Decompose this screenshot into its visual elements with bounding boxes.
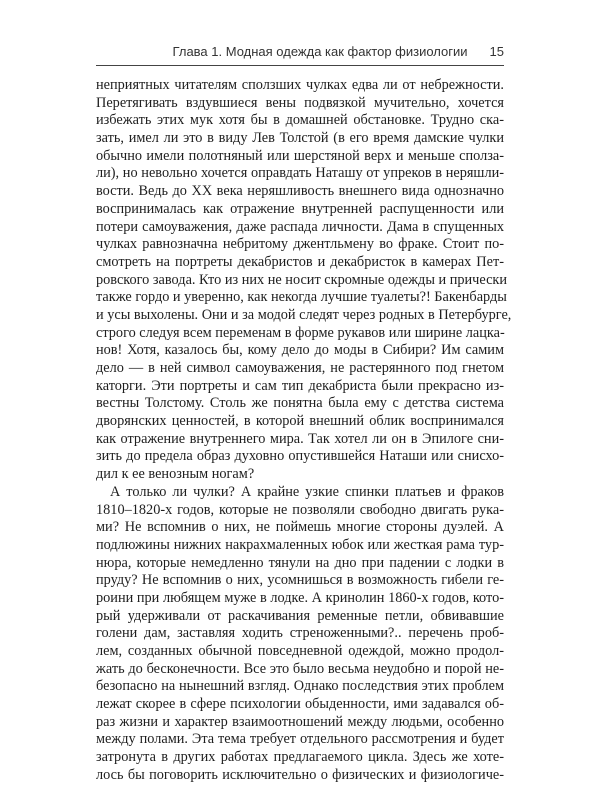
text-line: жать до бесконечности. Все это было весьма неудобно и порой не-: [96, 660, 504, 677]
text-line: А только ли чулки? А крайне узкие спинки платьев и фраков: [110, 483, 504, 500]
text-line: вости. Ведь до XX века неряшливость внешнего вида однозначно: [96, 183, 504, 200]
text-line: смотреть на портреты декабристов и декабристок в камерах Пет-: [96, 253, 504, 270]
text-line: и усы выхолены. Они и за модой следят через родных в Петербурге,: [96, 306, 512, 323]
text-line: ли), но невольно хочется оправдать Наташу от упреков в неряшли-: [96, 165, 504, 182]
text-line: Перетягивать вздувшиеся вены подвязкой мучительно, хочется: [96, 94, 504, 111]
text-line: ми? Не вспомнив о них, не поймешь многие стороны дуэлей. А: [96, 519, 504, 536]
running-header: [96, 44, 504, 64]
text-line: зать, имел ли это в виду Лев Толстой (в его время дамские чулки: [96, 130, 504, 147]
text-line: строго следуя всем переменам в форме рукавов или ширине лацка-: [96, 324, 505, 341]
text-line: избежать этих мук хотя бы в домашней обстановке. Трудно ска-: [96, 112, 504, 129]
text-line: как отражение внутреннего мира. Так хотел ли он в Эпилоге сни-: [96, 430, 504, 447]
text-line: нов! Хотя, казалось бы, кому дело до моды в Сибири? Им самим: [96, 342, 504, 359]
body-text: [96, 77, 512, 785]
text-line: неприятных читателям сползших чулках едва ли от небрежности.: [96, 77, 504, 93]
text-line: нюра, которые немедленно тянули на дно при падении с лодки в: [96, 554, 504, 571]
chapter-title: Глава 1. Модная одежда как фактор физиологии: [172, 44, 468, 59]
text-line: дело — в ней символ самоуважения, не растерянного под гнетом: [96, 360, 504, 376]
text-line: обычно имели полотняный или шерстяной верх и меньше сполза-: [96, 147, 504, 164]
header-rule: [96, 65, 504, 66]
text-line: роини при любящем муже в лодке. А кринолин 1860-х годов, кото-: [96, 589, 504, 606]
text-line: лежат скорее в сфере психологии обыденности, ими задавался об-: [96, 696, 504, 713]
text-line: рый удерживали от раскачивания ременные петли, обвивавшие: [96, 607, 504, 624]
text-line: дворянских ценностей, в которой внешний облик воспринимался: [96, 413, 504, 430]
text-line: подлюжины нижних накрахмаленных юбок или жесткая рама тур-: [96, 536, 504, 553]
text-line: чулках равнозначна небритому джентльмену во фраке. Стоит по-: [96, 236, 504, 253]
text-line: лось бы поговорить исключительно о физических и физиологиче-: [96, 766, 504, 783]
text-line: каторги. Эти портреты и сам тип декабриста были прекрасно из-: [96, 377, 504, 394]
text-line: потери самоуважения, даже распада личности. Дама в спущенных: [96, 218, 504, 235]
text-line: воспринималась как отражение внутренней распущенности или: [96, 200, 504, 217]
text-line: затронута в других работах предлагаемого цикла. Здесь же хоте-: [96, 749, 504, 766]
text-line: также гордо и уверенно, как некогда лучшие туалеты?! Бакенбарды: [96, 289, 507, 306]
text-line: пруду? Не вспомнив о них, усомнишься в возможность гибели ге-: [96, 572, 504, 589]
text-line: лем, созданных обычной повседневной одеждой, можно продол-: [96, 643, 504, 659]
text-line: 1810–1820-х годов, которые не позволяли свободно двигать рука-: [96, 501, 504, 518]
text-line: зить до предела образ духовно опустившейся Наташи или снисхо-: [96, 448, 504, 465]
text-line: ровского завода. Кто из них не носит скромные одежды и прически: [96, 271, 508, 288]
text-line: голени дам, заставляя ходить стреноженными?.. перечень проб-: [96, 625, 504, 642]
text-line: дил к ее венозным ногам?: [96, 466, 255, 483]
page-number: 15: [489, 44, 504, 59]
text-line: раз жизни и характер взаимоотношений между людьми, особенно: [96, 713, 504, 730]
text-line: вестны Толстому. Столь же понятна была ему с детства система: [96, 395, 504, 412]
text-line: безопасно на нынешний взгляд. Однако последствия этих проблем: [96, 678, 504, 695]
text-line: между полами. Эта тема требует отдельного рассмотрения и будет: [96, 731, 504, 748]
